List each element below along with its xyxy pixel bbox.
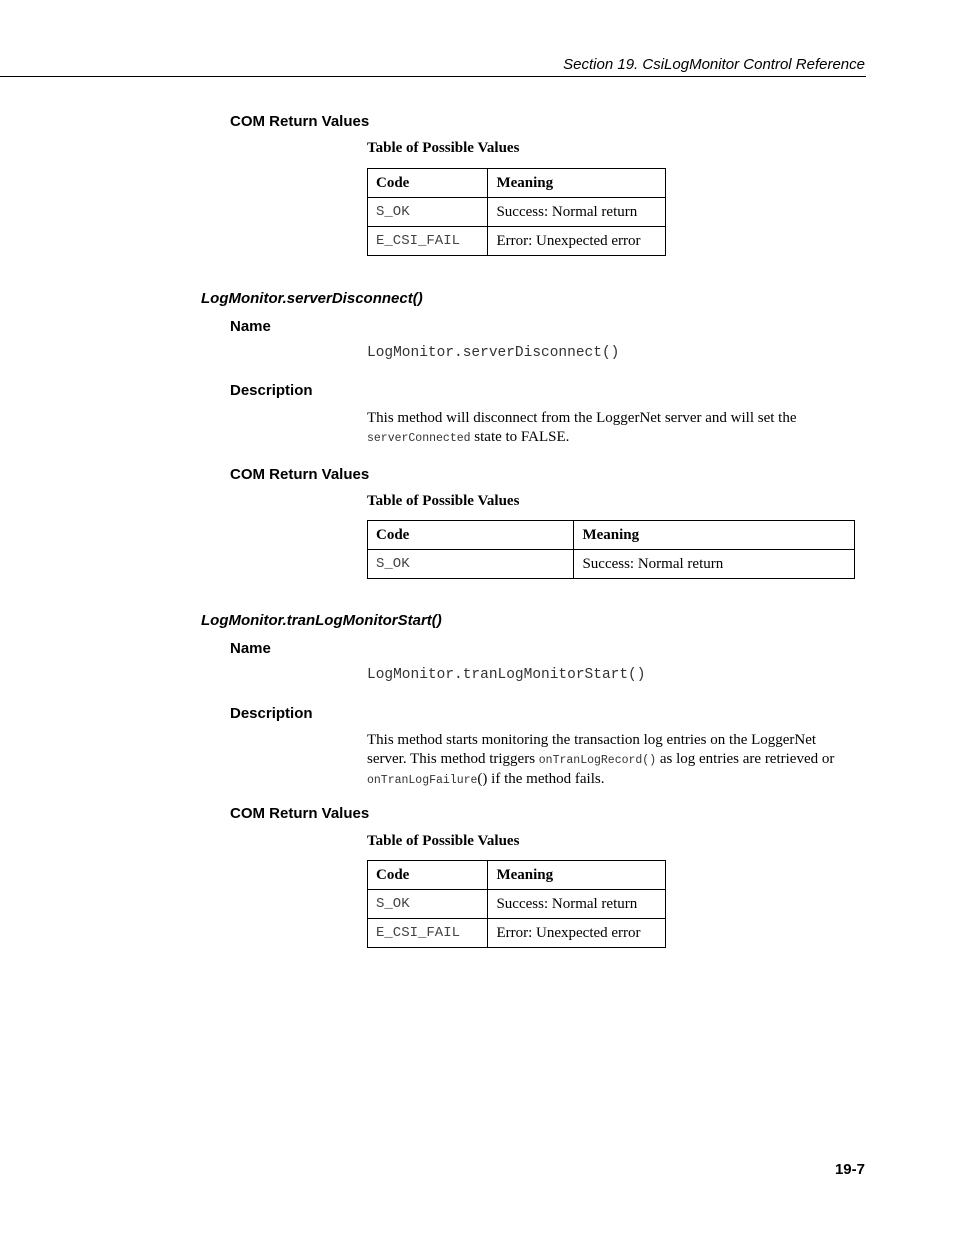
meaning-cell: Error: Unexpected error — [488, 227, 666, 256]
possible-values-table — [367, 168, 666, 256]
meaning-cell: Success: Normal return — [488, 890, 666, 919]
description-text: state to FALSE. — [470, 428, 570, 445]
column-header-meaning: Meaning — [488, 861, 666, 890]
table-row — [368, 919, 666, 948]
description-heading: Description — [230, 705, 313, 722]
com-return-values-heading: COM Return Values — [230, 466, 370, 483]
name-heading: Name — [230, 318, 271, 335]
description-text: as log entries are retrieved or — [656, 750, 835, 767]
description-heading: Description — [230, 382, 313, 399]
method-title-server-disconnect: LogMonitor.serverDisconnect() — [201, 290, 423, 307]
method-signature: LogMonitor.tranLogMonitorStart() — [367, 667, 646, 683]
code-cell: S_OK — [368, 550, 574, 579]
column-header-meaning: Meaning — [488, 169, 666, 198]
meaning-cell: Success: Normal return — [488, 198, 666, 227]
table-caption: Table of Possible Values — [367, 833, 520, 849]
code-cell: S_OK — [368, 890, 488, 919]
code-cell: S_OK — [368, 198, 488, 227]
method-signature: LogMonitor.serverDisconnect() — [367, 345, 620, 361]
table-caption: Table of Possible Values — [367, 493, 520, 509]
possible-values-table — [367, 520, 855, 579]
description-paragraph — [367, 731, 857, 791]
column-header-meaning: Meaning — [574, 521, 855, 550]
table-header-row — [368, 169, 666, 198]
table-row — [368, 550, 855, 579]
com-return-values-heading: COM Return Values — [230, 805, 370, 822]
column-header-code: Code — [368, 521, 574, 550]
code-cell: E_CSI_FAIL — [368, 227, 488, 256]
table-header-row — [368, 861, 666, 890]
code-cell: E_CSI_FAIL — [368, 919, 488, 948]
name-heading: Name — [230, 640, 271, 657]
com-return-values-heading: COM Return Values — [230, 113, 370, 130]
column-header-code: Code — [368, 169, 488, 198]
description-text: This method starts monitoring the transaction log entries on the LoggerNet server. This method triggers — [367, 732, 817, 767]
table-row — [368, 227, 666, 256]
description-text: This method will disconnect from the LoggerNet server and will set the — [367, 410, 797, 426]
table-row — [368, 198, 666, 227]
meaning-cell: Error: Unexpected error — [488, 919, 666, 948]
column-header-code: Code — [368, 861, 488, 890]
running-header: Section 19. CsiLogMonitor Control Reference — [563, 56, 865, 73]
inline-code: onTranLogRecord() — [538, 753, 657, 767]
meaning-cell: Success: Normal return — [574, 550, 855, 579]
table-caption: Table of Possible Values — [367, 140, 520, 156]
inline-code: onTranLogFailure — [367, 774, 478, 787]
method-title-tran-log-monitor-start: LogMonitor.tranLogMonitorStart() — [201, 612, 442, 629]
inline-code: serverConnected — [367, 431, 471, 445]
table-header-row — [368, 521, 855, 550]
possible-values-table — [367, 860, 666, 948]
header-rule — [0, 76, 866, 77]
page-number: 19-7 — [834, 1161, 865, 1178]
description-paragraph — [367, 409, 857, 448]
table-row — [368, 890, 666, 919]
description-text: () if the method fails. — [477, 771, 605, 787]
